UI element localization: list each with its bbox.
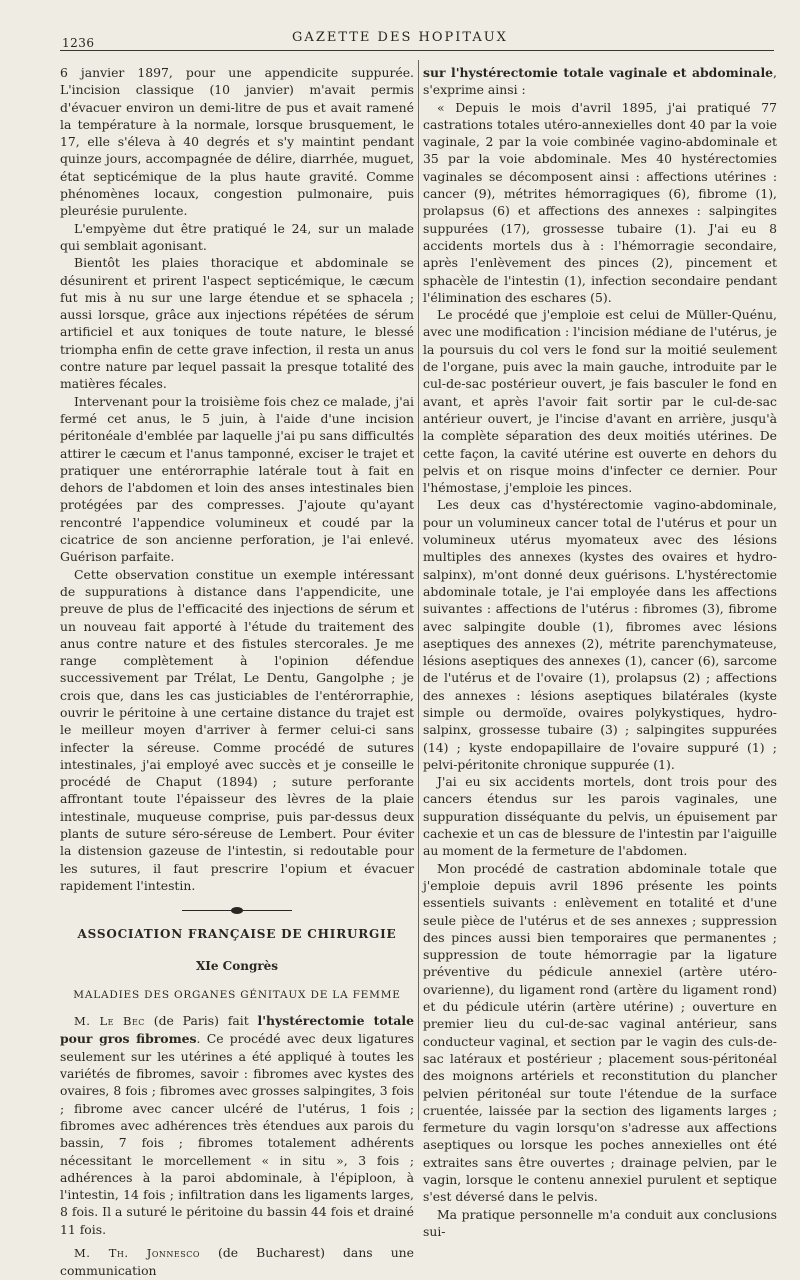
paragraph: Bientôt les plaies thoracique et abdominale se désunirent et prirent l'aspect septicémique, le cæcum fut mis à nu sur une large étendue et se sphacela ; aussi lorsque, grâce aux injections répétées de sérum artificiel et aux toniques de toute nature, le blessé triompha enfin de cette grave infection, il resta un anus contre nature par lequel passait la presque totalité des matières fécales. xyxy=(60,255,414,392)
congress-heading: XIe Congrès xyxy=(195,958,279,973)
subject-heading: MALADIES DES ORGANES GÉNITAUX DE LA FEMME xyxy=(73,988,401,1001)
author-name: M. Le Bec xyxy=(74,1014,145,1029)
communication-text: (de Bucharest) dans une communication xyxy=(60,1245,414,1279)
section-title: ASSOCIATION FRANÇAISE DE CHIRURGIE xyxy=(77,927,397,942)
paragraph: « Depuis le mois d'avril 1895, j'ai pratiqué 77 castrations totales utéro-annexielles dont 40 par la voie vaginale, 2 par la voie combinée vagino-abdominale et 35 par la voie abdominale. Mes 40 hystérectomies vaginales se décomposent ainsi : affections utérines : cancer (9), métrites hémorragiques (6), fibrome (1), prolapsus (6) et affections des annexes : salpingites suppurées (17), grossesse tubaire (1). J'ai eu 8 accidents mortels dus à : l'hémorragie secondaire, après l'enlèvement des pinces (2), pincement et sphacèle de l'intestin (1), infection secondaire pendant l'élimination des eschares (5). xyxy=(423,99,777,305)
paragraph: Le procédé que j'emploie est celui de Müller-Quénu, avec une modification : l'incision médiane de l'utérus, je la poursuis du col vers le fond sur la moitié seulement de l'organe, puis avec la main gauche, introduite par le cul-de-sac postérieur ouvert, je fais basculer le fond en avant, et après l'avoir fait sortir par le cul-de-sac antérieur ouvert, je l'incise d'avant en arrière, jusqu'à la complète séparation des deux moitiés utérines. De cette façon, la cavité utérine est ouverte en dehors du pelvis et on risque moins d'infecter ce dernier. Pour l'hémostase, j'emploie les pinces. xyxy=(423,307,777,496)
paragraph xyxy=(423,64,777,99)
paragraph: 6 janvier 1897, pour une appendicite suppurée. L'incision classique (10 janvier) m'avait permis d'évacuer environ un demi-litre de pus et avait ramené la température à la normale, lorsque brusquement, le 17, elle s'éleva à 40 degrés et s'y maintint pendant quinze jours, accompagnée de délire, diarrhée, muguet, état septicémique de la plus haute gravité. Comme phénomènes locaux, congestion pulmonaire, puis pleurésie purulente. xyxy=(60,65,414,219)
author-affiliation: (de Paris) fait xyxy=(144,1013,258,1029)
paragraph: Cette observation constitue un exemple intéressant de suppurations à distance dans l'appendicite, une preuve de plus de l'efficacité des injections de sérum et un nouveau fait apporté à l'étude du traitement des anus contre nature et des fistules stercorales. Je me range complètement à l'opinion défendue successivement par Trélat, Le Dentu, Gangolphe ; je crois que, dans les cas justiciables de l'entérorraphie, ouvrir le péritoine à une certaine distance du trajet est le meilleur moyen d'arriver à fermer celui-ci sans infecter la séreuse. Comme procédé de sutures intestinales, j'ai employé avec succès et je conseille le procédé de Chaput (1894) ; suture perforante affrontant toute l'épaisseur des lèvres de la plaie intestinale, muqueuse comprise, puis par-dessus deux plants de suture séro-séreuse de Lembert. Pour éviter la distension gazeuse de l'intestin, si redoutable pour les sutures, il faut prescrire l'opium et évacuer rapidement l'intestin. xyxy=(60,566,414,893)
paragraph: J'ai eu six accidents mortels, dont trois pour des cancers étendus sur les parois vaginales, une suppuration disséquante du pelvis, un épuisement par cachexie et un cas de blessure de l'intestin par l'aiguille au moment de la fermeture de l'abdomen. xyxy=(423,774,777,859)
paragraph: Intervenant pour la troisième fois chez ce malade, j'ai fermé cet anus, le 5 juin, à l'aide d'une incision péritonéale d'emblée par laquelle j'ai pu sans difficultés attirer le cæcum et l'anus tamponné, exciser le trajet et pratiquer une entérorraphie latérale tout à fait en dehors de l'abdomen et loin des anses intestinales bien protégées par des compresses. J'ajoute qu'ayant rencontré l'appendice volumineux et coudé par la cicatrice de son ancienne perforation, je l'ai enlevé. Guérison parfaite. xyxy=(60,393,414,565)
author-name: M. Th. Jonnesco xyxy=(74,1246,200,1260)
section-separator-ornament xyxy=(182,908,292,914)
communication-text: . Ce procédé avec deux ligatures seulement sur les utérines a été appliqué à toutes les variétés de fibromes, savoir : fibromes avec kystes des ovaires, 8 fois ; fibromes avec grosses salpingites, 3 fois ; fibrome avec cancer ulcéré de l'utérus, 1 fois ; fibromes avec adhérences très étendues aux parois du bassin, 7 fois ; fibromes totalement adhérents nécessitant le morcellement « in situ », 3 fois ; adhérences à la paroi abdominale, à l'épiploon, à l'intestin, 14 fois ; infiltration dans les ligaments larges, 8 fois. Il a suturé le péritoine du bassin 44 fois et drainé 11 fois. xyxy=(60,1031,414,1237)
page-number: 1236 xyxy=(62,36,95,50)
header-rule xyxy=(60,50,774,51)
communication-topic: l'hystérectomie totale pour gros fibromes xyxy=(60,1013,414,1047)
paragraph: Mon procédé de castration abdominale totale que j'emploie depuis avril 1896 présente les points essentiels suivants : enlèvement en totalité et d'une seule pièce de l'utérus et de ses annexes ; suppression des pinces aussi bien temporaires que permanentes ; suppression de toute hémorragie par la ligature préventive du pédicule annexiel (artère utéro-ovarienne), du ligament rond (artère du ligament rond) et du pédicule utérin (artère utérine) ; ouverture en premier lieu du cul-de-sac vaginal antérieur, sans conducteur vaginal, et section par le vagin des culs-de-sac latéraux et postérieur ; placement sous-péritonéal des moignons artériels et reconstitution du plancher pelvien péritonéal sur toute l'étendue de la surface cruentée, laissée par la section des ligaments larges ; fermeture du vagin lorsqu'on s'adresse aux affections aseptiques ou lorsque les poches annexielles ont été extraites sans être ouvertes ; drainage pelvien, par le vagin, lorsque le contenu annexiel purulent et septique s'est déversé dans le pelvis. xyxy=(423,860,777,1205)
running-title: GAZETTE DES HOPITAUX xyxy=(292,30,508,45)
left-column xyxy=(60,64,414,1280)
paragraph: Les deux cas d'hystérectomie vagino-abdominale, pour un volumineux cancer total de l'utérus et pour un volumineux utérus myomateux avec des lésions multiples des annexes (kystes des ovaires et hydro-salpinx), m'ont donné deux guérisons. L'hystérectomie abdominale totale, je l'ai employée dans les affections suivantes : affections de l'utérus : fibromes (3), fibrome avec salpingite double (1), fibromes avec lésions aseptiques des annexes (2), métrite parenchymateuse, lésions aseptiques des annexes (1), cancer (6), sarcome de l'utérus et de l'ovaire (1), prolapsus (2) ; affections des annexes : lésions aseptiques bilatérales (kyste simple ou dermoïde, ovaires polykystiques, hydro-salpinx, grossesse tubaire (3) ; salpingites suppurées (14) ; kyste endopapillaire de l'ovaire suppuré (1) ; pelvi-péritonite chronique suppurée (1). xyxy=(423,497,777,772)
paragraph: L'empyème dut être pratiqué le 24, sur un malade qui semblait agonisant. xyxy=(60,220,414,253)
communication-lebec xyxy=(60,1012,414,1238)
paragraph-text: , s'exprime ainsi : xyxy=(423,65,777,98)
right-column xyxy=(423,64,777,1240)
communication-topic: sur l'hystérectomie totale vaginale et abdominale xyxy=(423,65,774,80)
column-divider xyxy=(418,60,419,1120)
communication-jonnesco xyxy=(60,1244,414,1280)
paragraph: Ma pratique personnelle m'a conduit aux conclusions sui- xyxy=(423,1206,777,1239)
